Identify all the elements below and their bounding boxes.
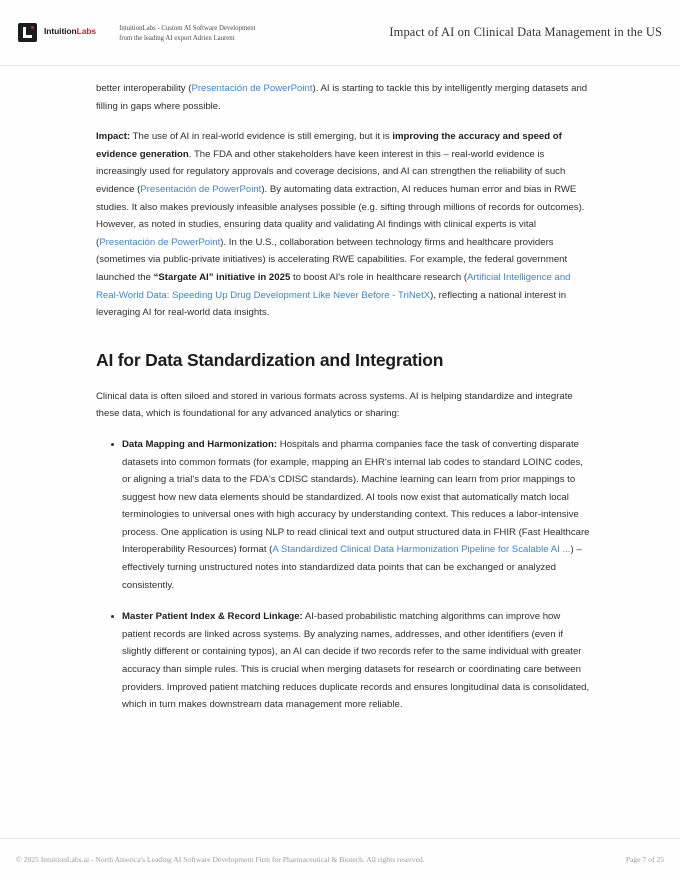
footer-copyright: © 2025 IntuitionLabs.ai - North America's Leading AI Software Development Firm for Pharmaceutical & Biotech. All rights reserved.	[16, 855, 425, 864]
impact-t6: ), reflecting a national interest in leveraging AI for real-world data insights.	[96, 289, 567, 319]
list-item	[113, 608, 590, 714]
page-footer	[0, 838, 680, 880]
citation-link[interactable]: Artificial Intelligence and Real-World Data: Speeding Up Drug Development Like Never Before - TriNetX	[96, 271, 571, 301]
citation-link[interactable]: Presentación de PowerPoint	[99, 236, 221, 248]
list-item-label: Data Mapping and Harmonization:	[122, 438, 278, 450]
impact-paragraph	[96, 128, 590, 322]
impact-b1: improving the accuracy and speed of evidence generation	[96, 131, 562, 160]
intro-paragraph: Clinical data is often siloed and stored in various formats across systems. AI is helping standardize and integrate these data, which is foundational for any advanced analytics or sharing:	[96, 390, 573, 420]
impact-t4: ). In the U.S., collaboration between technology firms and healthcare providers (sometimes via public-private initiatives) is accelerating RWE capabilities. For example, the federal government launched the	[96, 236, 568, 283]
brand-tagline-line1: IntuitionLabs - Custom AI Software Development	[119, 25, 256, 32]
citation-link[interactable]: Presentación de PowerPoint	[191, 83, 313, 94]
document-title: Impact of AI on Clinical Data Management in the US	[389, 25, 662, 39]
list-item	[113, 436, 590, 594]
list-item-text-1: Hospitals and pharma companies face the task of converting disparate datasets into common formats (for example, mapping an EHR's internal lab codes to standard LOINC codes, or aligning a trial's data to the FDA's CDISC standards). Machine learning can learn from prior mappings to suggest how new data elements should be standardized. AI tools now exist that automatically match local terminologies to universal ones with high accuracy by understanding context. This reduces a labor-intensive process. One application is using NLP to read clinical text and output structured data in FHIR (Fast Healthcare Interoperability Resources) format (	[122, 438, 590, 556]
impact-t2: . The FDA and other stakeholders have keen interest in this – real-world evidence is increasingly used for regulatory approvals and coverage decisions, and AI can strengthen the reliability of such evidence (	[96, 148, 566, 195]
section-heading: AI for Data Standardization and Integration	[96, 349, 444, 370]
impact-t1: The use of AI in real-world evidence is still emerging, but it is	[130, 131, 393, 143]
impact-t5: to boost AI's role in healthcare research (	[290, 271, 468, 283]
paragraph-continued-post: ). AI is starting to tackle this by intelligently merging datasets and filling in gaps where possible.	[96, 83, 588, 112]
list-item-label: Master Patient Index & Record Linkage:	[122, 611, 303, 623]
logo-wordmark-accent: Labs	[76, 26, 97, 36]
page-header	[0, 0, 680, 66]
citation-link[interactable]: Presentación de PowerPoint	[140, 183, 262, 195]
brand-tagline	[119, 22, 255, 43]
document-content	[0, 66, 680, 728]
logo-wordmark-primary: Intuition	[44, 26, 77, 36]
bullet-list	[96, 436, 590, 714]
logo-dot	[31, 26, 34, 29]
logo-foot	[23, 35, 32, 38]
list-item-text-1: AI-based probabilistic matching algorithms can improve how patient records are linked across systems. By analyzing names, addresses, and other identifiers (even if slightly different or containing typos), an AI can decide if two records refer to the same individual with greater accuracy than simple rules. This is crucial when merging datasets for research or coordinating care between providers. Improved patient matching reduces duplicate records and ensures longitudinal data is consolidated, which in turn makes downstream data management more reliable.	[122, 611, 590, 711]
impact-label: Impact:	[96, 131, 131, 143]
footer-page-number: Page 7 of 25	[625, 855, 664, 864]
impact-b2: “Stargate AI” initiative in 2025	[153, 271, 291, 283]
intuitionlabs-logo-icon	[18, 23, 37, 42]
brand-tagline-line2: from the leading AI export Adrien Laurent	[119, 34, 235, 42]
brand-lockup	[18, 22, 256, 43]
logo-wordmark	[44, 22, 96, 41]
list-item-text-2: ) – effectively turning unstructured notes into standardized data points that can be exchanged or analyzed consistently.	[122, 544, 582, 591]
paragraph-continued-pre: better interoperability (	[96, 83, 192, 94]
paragraph-continued	[96, 80, 590, 115]
citation-link[interactable]: A Standardized Clinical Data Harmonization Pipeline for Scalable AI ...	[272, 544, 571, 556]
impact-t3: ). By automating data extraction, AI reduces human error and bias in RWE studies. It also makes previously infeasible analyses possible (e.g. sifting through millions of records for outcomes). However, as noted in studies, ensuring data quality and validating AI findings with clinical experts is vital (	[96, 183, 585, 248]
